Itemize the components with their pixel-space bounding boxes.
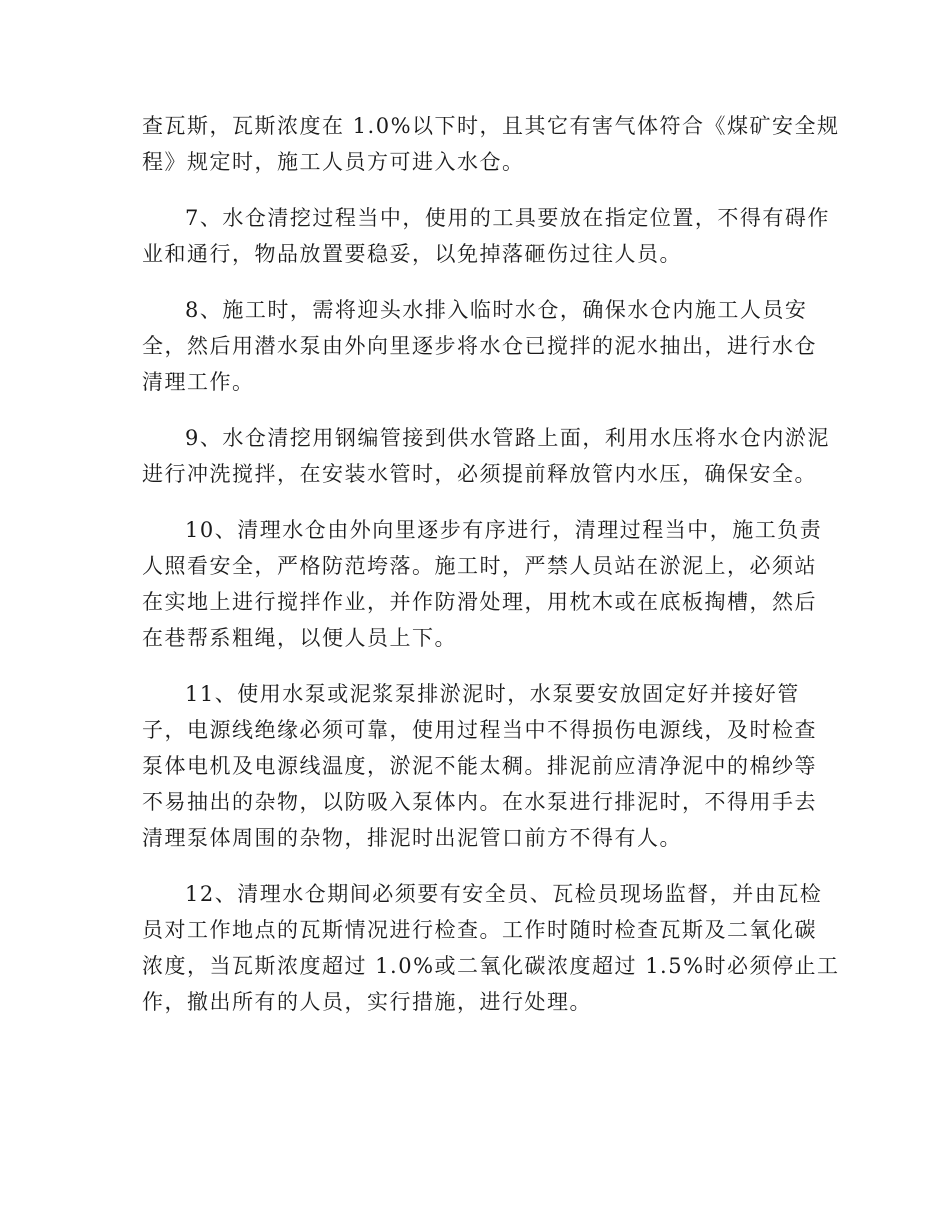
text-line: 12、清理水仓期间必须要有安全员、瓦检员现场监督，并由瓦检 [185,882,823,906]
text-line: 程》规定时，施工人员方可进入水仓。 [142,150,525,174]
text-line: 清理泵体周围的杂物，排泥时出泥管口前方不得有人。 [142,826,682,850]
text-line: 业和通行，物品放置要稳妥，以免掉落砸伤过往人员。 [142,242,682,266]
text-line: 人照看安全，严格防范垮落。施工时，严禁人员站在淤泥上，必须站 [142,554,817,578]
text-line: 全，然后用潜水泵由外向里逐步将水仓已搅拌的泥水抽出，进行水仓 [142,334,817,358]
paragraph-item-10 [142,512,823,656]
text-line: 8、施工时，需将迎头水排入临时水仓，确保水仓内施工人员安 [185,298,808,322]
paragraph-item-12 [142,876,840,1020]
text-line: 9、水仓清挖用钢编管接到供水管路上面，利用水压将水仓内淤泥 [185,426,830,450]
paragraph-item-11 [142,676,817,856]
paragraph-item-8 [142,292,817,400]
text-line: 清理工作。 [142,370,255,394]
text-line: 子，电源线绝缘必须可靠，使用过程当中不得损伤电源线，及时检查 [142,718,817,742]
text-line: 作，撤出所有的人员，实行措施，进行处理。 [142,990,592,1014]
paragraph-continuation [142,108,840,180]
text-line: 泵体电机及电源线温度，淤泥不能太稠。排泥前应清净泥中的棉纱等 [142,754,817,778]
text-line: 11、使用水泵或泥浆泵排淤泥时，水泵要安放固定好并接好管 [185,682,800,706]
text-line: 员对工作地点的瓦斯情况进行检查。工作时随时检查瓦斯及二氧化碳 [142,918,817,942]
text-line: 浓度，当瓦斯浓度超过 1.0%或二氧化碳浓度超过 1.5%时必须停止工 [142,954,840,978]
document-body [142,108,840,1040]
text-line: 查瓦斯，瓦斯浓度在 1.0%以下时，且其它有害气体符合《煤矿安全规 [142,114,840,138]
text-line: 10、清理水仓由外向里逐步有序进行，清理过程当中，施工负责 [185,518,823,542]
text-line: 不易抽出的杂物，以防吸入泵体内。在水泵进行排泥时，不得用手去 [142,790,817,814]
text-line: 进行冲洗搅拌，在安装水管时，必须提前释放管内水压，确保安全。 [142,462,817,486]
paragraph-item-9 [142,420,830,492]
text-line: 在实地上进行搅拌作业，并作防滑处理，用枕木或在底板掏槽，然后 [142,590,817,614]
paragraph-item-7 [142,200,830,272]
text-line: 在巷帮系粗绳，以便人员上下。 [142,626,457,650]
text-line: 7、水仓清挖过程当中，使用的工具要放在指定位置，不得有碍作 [185,206,830,230]
